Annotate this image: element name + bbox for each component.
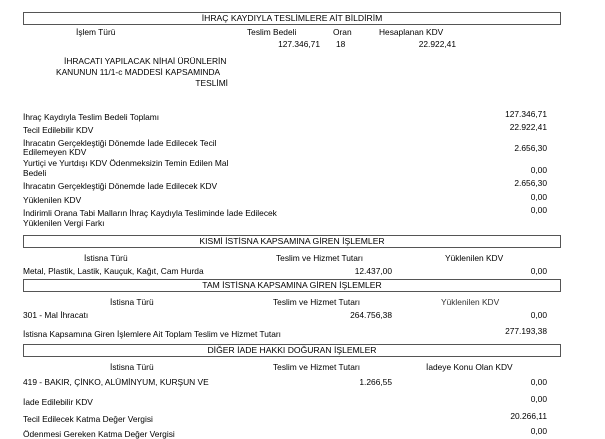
hesaplanan-kdv-value: 22.922,41 <box>418 39 456 49</box>
section-title-kismi-istisna: KISMİ İSTİSNA KAPSAMINA GİREN İŞLEMLER <box>23 235 561 248</box>
diger-header-iadeye-konu-kdv: İadeye Konu Olan KDV <box>426 362 513 372</box>
tam-total-label: İstisna Kapsamına Giren İşlemlere Ait Toplam Teslim ve Hizmet Tutarı <box>23 329 282 339</box>
summary-value-tecil-edilebilir-kdv: 22.922,41 <box>509 122 547 132</box>
oran-value: 18 <box>336 39 346 49</box>
summary-label-iade-edilecek-kdv: İhracatın Gerçekleştiği Dönemde İade Edilecek KDV <box>23 181 218 191</box>
summary-label-tecil-edilebilir-kdv: Tecil Edilebilir KDV <box>23 125 94 135</box>
summary-label-iade-tecil-edilemeyen-1: İhracatın Gerçekleştiği Dönemde İade Edilecek Tecil <box>23 138 217 148</box>
section-title-tam-istisna: TAM İSTİSNA KAPSAMINA GİREN İŞLEMLER <box>23 279 561 292</box>
header-hesaplanan-kdv: Hesaplanan KDV <box>379 27 444 37</box>
diger-value-odenmesi-gereken-kdv: 0,00 <box>530 426 547 436</box>
section-title-diger-iade: DİĞER İADE HAKKI DOĞURAN İŞLEMLER <box>23 344 561 357</box>
header-teslim-bedeli: Teslim Bedeli <box>247 27 297 37</box>
kismi-row-istisna-turu: Metal, Plastik, Lastik, Kauçuk, Kağıt, Cam Hurda <box>23 266 204 276</box>
kismi-row-teslim-hizmet: 12.437,00 <box>354 266 392 276</box>
summary-label-indirimli-oran-1: İndirimli Orana Tabi Malların İhraç Kaydıyla Tesliminde İade Edilecek <box>23 208 277 218</box>
header-oran: Oran <box>333 27 352 37</box>
tam-header-istisna-turu: İstisna Türü <box>110 297 154 307</box>
summary-value-kdv-odenmeksizin: 0,00 <box>530 165 547 175</box>
summary-value-teslim-bedeli-toplami: 127.346,71 <box>505 109 547 119</box>
islem-desc-line3: TESLİMİ <box>195 78 228 88</box>
kismi-row-yuklenilen-kdv: 0,00 <box>530 266 547 276</box>
summary-label-kdv-odenmeksizin-1: Yurtiçi ve Yurtdışı KDV Ödenmeksizin Temin Edilen Mal <box>23 158 229 168</box>
diger-header-teslim-hizmet: Teslim ve Hizmet Tutarı <box>273 362 361 372</box>
diger-value-tecil-edilecek-kdv: 20.266,11 <box>510 411 547 421</box>
diger-row-iadeye-konu-kdv: 0,00 <box>530 377 547 387</box>
diger-row-istisna-turu: 419 - BAKIR, ÇİNKO, ALÜMİNYUM, KURŞUN VE <box>23 377 209 387</box>
tam-row-yuklenilen-kdv: 0,00 <box>530 310 547 320</box>
summary-label-teslim-bedeli-toplami: İhraç Kaydıyla Teslim Bedeli Toplamı <box>23 112 160 122</box>
kismi-header-istisna-turu: İstisna Türü <box>84 253 128 263</box>
islem-desc-line2: KANUNUN 11/1-c MADDESİ KAPSAMINDA <box>56 67 221 77</box>
diger-label-tecil-edilecek-kdv: Tecil Edilecek Katma Değer Vergisi <box>23 414 153 424</box>
summary-label-iade-tecil-edilemeyen-2: Edilemeyen KDV <box>23 147 87 157</box>
summary-value-iade-edilecek-kdv: 2.656,30 <box>514 178 547 188</box>
summary-value-iade-tecil-edilemeyen: 2.656,30 <box>514 143 547 153</box>
header-islem-turu: İşlem Türü <box>76 27 116 37</box>
kismi-header-yuklenilen-kdv: Yüklenilen KDV <box>445 253 504 263</box>
diger-label-odenmesi-gereken-kdv: Ödenmesi Gereken Katma Değer Vergisi <box>23 429 175 439</box>
tam-row-istisna-turu: 301 - Mal İhracatı <box>23 310 89 320</box>
teslim-bedeli-value: 127.346,71 <box>278 39 320 49</box>
summary-value-yuklenilen-kdv: 0,00 <box>530 192 547 202</box>
tam-header-teslim-hizmet: Teslim ve Hizmet Tutarı <box>273 297 361 307</box>
summary-label-indirimli-oran-2: Yüklenilen Vergi Farkı <box>23 218 105 228</box>
diger-row-teslim-hizmet: 1.266,55 <box>359 377 392 387</box>
diger-value-iade-edilebilir-kdv: 0,00 <box>530 394 547 404</box>
summary-label-kdv-odenmeksizin-2: Bedeli <box>23 168 47 178</box>
diger-label-iade-edilebilir-kdv: İade Edilebilir KDV <box>23 397 93 407</box>
tam-row-teslim-hizmet: 264.756,38 <box>350 310 392 320</box>
section-title-ihrac: İHRAÇ KAYDIYLA TESLİMLERE AİT BİLDİRİM <box>23 12 561 25</box>
tam-total-value: 277.193,38 <box>505 326 547 336</box>
summary-value-indirimli-oran: 0,00 <box>530 205 547 215</box>
islem-desc-line1: İHRACATI YAPILACAK NİHAİ ÜRÜNLERİN <box>64 56 227 66</box>
tam-header-yuklenilen-kdv: Yüklenilen KDV <box>441 297 500 307</box>
diger-header-istisna-turu: İstisna Türü <box>110 362 154 372</box>
kismi-header-teslim-hizmet: Teslim ve Hizmet Tutarı <box>276 253 364 263</box>
summary-label-yuklenilen-kdv: Yüklenilen KDV <box>23 195 82 205</box>
